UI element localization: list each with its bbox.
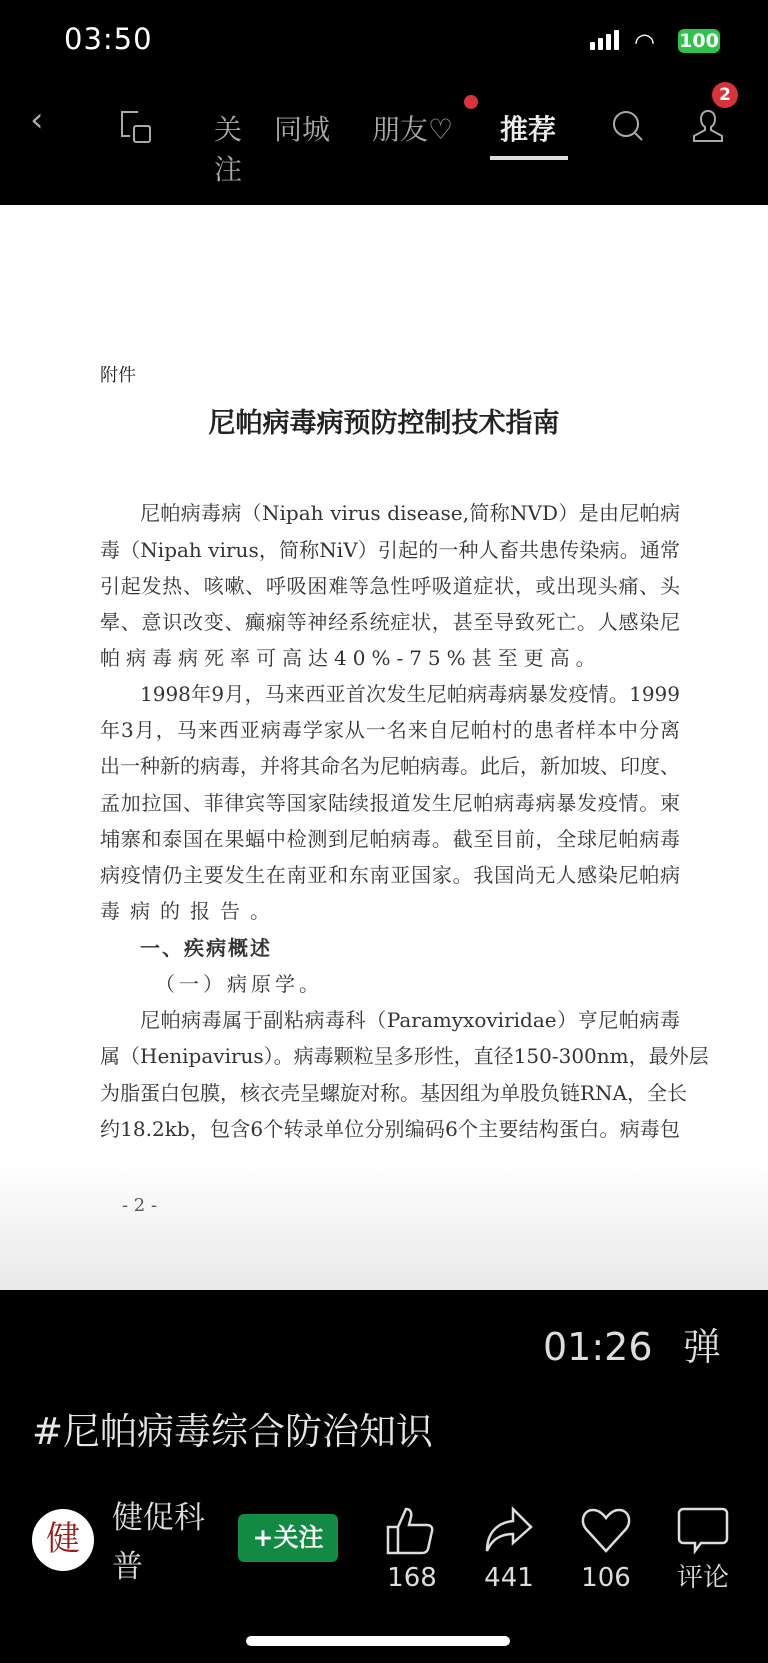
home-indicator[interactable]	[246, 1636, 510, 1646]
doc-line: 引起发热、咳嗽、呼吸困难等急性呼吸道症状，或出现头痛、头	[100, 574, 680, 598]
thumbs-up-icon	[386, 1505, 438, 1555]
tab-local[interactable]: 同城	[274, 113, 331, 146]
doc-line: 病疫情仍主要发生在南亚和东南亚国家。我国尚无人感染尼帕病	[100, 863, 680, 887]
friends-notification-dot	[464, 95, 478, 109]
author-name[interactable]: 健促科普	[112, 1500, 205, 1585]
favorite-count: 106	[581, 1563, 631, 1593]
favorite-button[interactable]	[571, 1505, 641, 1595]
wifi-icon: ◠	[634, 28, 655, 56]
doc-line: 毒（Nipah virus，简称NiV）引起的一种人畜共患传染病。通常	[100, 538, 680, 562]
tab-following[interactable]: 关注	[213, 113, 242, 186]
share-count: 441	[484, 1563, 534, 1593]
video-duration: 01:26	[543, 1325, 653, 1369]
comment-button[interactable]	[668, 1505, 738, 1595]
doc-line: 埔寨和泰国在果蝠中检测到尼帕病毒。截至目前，全球尼帕病毒	[100, 827, 680, 851]
tab-recommend[interactable]: 推荐	[500, 113, 557, 146]
doc-line: 尼帕病毒属于副粘病毒科（Paramyxoviridae）亨尼帕病毒	[140, 1008, 680, 1032]
active-tab-indicator	[490, 156, 568, 160]
multi-screen-icon[interactable]	[118, 108, 154, 151]
battery-indicator: 100	[679, 30, 719, 52]
doc-line: 晕、意识改变、癫痫等神经系统症状，甚至导致死亡。人感染尼	[100, 610, 680, 634]
attachment-label: 附件	[100, 365, 136, 386]
signal-icon	[590, 30, 619, 50]
comment-label: 评论	[676, 1563, 729, 1593]
status-time: 03:50	[64, 22, 153, 56]
heart-icon	[580, 1505, 632, 1555]
author-avatar[interactable]: 健	[32, 1509, 94, 1571]
section-heading: 一、疾病概述	[140, 936, 272, 960]
profile-icon[interactable]	[690, 108, 726, 151]
share-icon	[483, 1505, 535, 1555]
doc-line: 毒病的报告。	[100, 899, 280, 923]
like-button[interactable]	[377, 1505, 447, 1595]
tab-friends[interactable]: 朋友♡	[372, 113, 454, 146]
search-icon[interactable]	[610, 108, 646, 151]
video-hashtag[interactable]: #尼帕病毒综合防治知识	[32, 1410, 434, 1453]
doc-line: 孟加拉国、菲律宾等国家陆续报道发生尼帕病毒病暴发疫情。柬	[100, 791, 680, 815]
top-nav	[0, 100, 768, 186]
doc-line: 帕病毒病死率可高达40%-75%甚至更高。	[100, 646, 602, 670]
doc-line: 约18.2kb，包含6个转录单位分别编码6个主要结构蛋白。病毒包	[100, 1117, 680, 1141]
back-icon[interactable]: ‹	[30, 100, 44, 140]
share-button[interactable]	[474, 1505, 544, 1595]
page-number: - 2 -	[122, 1195, 158, 1216]
subsection-heading: （一）病原学。	[155, 972, 323, 996]
doc-line: 出一种新的病毒，并将其命名为尼帕病毒。此后，新加坡、印度、	[100, 754, 680, 778]
follow-button[interactable]: +关注	[238, 1514, 338, 1562]
document-page	[0, 205, 768, 1290]
doc-line: 年3月，马来西亚病毒学家从一名来自尼帕村的患者样本中分离	[100, 718, 680, 742]
doc-line: 为脂蛋白包膜，核衣壳呈螺旋对称。基因组为单股负链RNA，全长	[100, 1081, 688, 1105]
doc-line: 尼帕病毒病（Nipah virus disease,简称NVD）是由尼帕病	[140, 501, 680, 525]
notification-badge: 2	[712, 82, 738, 108]
comment-icon	[677, 1505, 729, 1555]
document-title: 尼帕病毒病预防控制技术指南	[208, 408, 560, 439]
doc-line: 1998年9月，马来西亚首次发生尼帕病毒病暴发疫情。1999	[140, 682, 680, 706]
doc-line: 属（Henipavirus）。病毒颗粒呈多形性，直径150-300nm，最外层	[100, 1044, 709, 1068]
like-count: 168	[387, 1563, 437, 1593]
danmaku-toggle[interactable]: 弹	[683, 1325, 722, 1369]
